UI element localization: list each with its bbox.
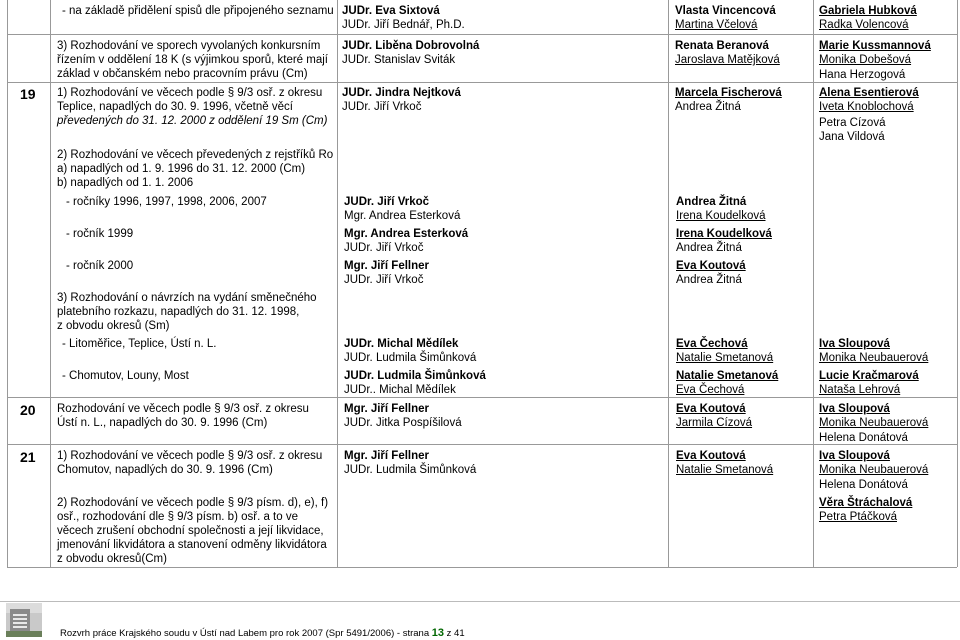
staff-name: Eva Koutová (676, 260, 746, 272)
judge-name: JUDr. Jiří Vrkoč (344, 274, 424, 286)
judge-name: JUDr. Jiří Vrkoč (344, 196, 430, 208)
judge-name: Mgr. Jiří Fellner (344, 403, 429, 415)
agenda-description: věcech zrušení obchodní společnosti a její likvidace, (57, 525, 324, 537)
district-item: - Chomutov, Louny, Most (62, 370, 189, 382)
footer-divider (0, 601, 960, 602)
staff-name: Eva Čechová (676, 384, 745, 396)
judge-name: JUDr. Jitka Pospíšilová (344, 417, 462, 429)
staff-name: Lucie Kračmarová (819, 370, 919, 382)
staff-name: Monika Neubauerová (819, 417, 929, 429)
judge-name: Mgr. Jiří Fellner (344, 450, 429, 462)
staff-name: Martina Včelová (675, 19, 758, 31)
column-divider (337, 0, 338, 567)
row-divider (7, 82, 957, 83)
staff-name: Natalie Smetanová (676, 370, 779, 382)
judge-name: JUDr. Liběna Dobrovolná (342, 40, 480, 52)
judge-name: JUDr. Ludmila Šimůnková (344, 370, 486, 382)
staff-name: Jaroslava Matějková (675, 54, 780, 66)
column-divider (813, 0, 814, 567)
judge-name: JUDr.. Michal Mědílek (344, 384, 456, 396)
judge-name: JUDr. Jiří Vrkoč (344, 242, 424, 254)
staff-name: Alena Esentierová (819, 87, 919, 99)
agenda-description: 2) Rozhodování ve věcech převedených z rejstříků Ro (57, 149, 334, 161)
staff-name: Iva Sloupová (819, 450, 890, 462)
year-item: - ročník 2000 (66, 260, 134, 272)
column-divider (668, 0, 669, 567)
staff-name: Eva Koutová (676, 450, 746, 462)
staff-name: Irena Koudelková (676, 210, 766, 222)
agenda-description: 2) Rozhodování ve věcech podle § 9/3 písm. d), e), f) (57, 497, 329, 509)
judge-name: Mgr. Andrea Esterková (344, 210, 461, 222)
agenda-description: platebního rozkazu, napadlých do 31. 12. 1998, (57, 306, 300, 318)
staff-name: Natalie Smetanová (676, 352, 774, 364)
department-number: 19 (20, 86, 36, 102)
district-item: - Litoměřice, Teplice, Ústí n. L. (62, 338, 217, 350)
staff-name: Petra Cízová (819, 117, 886, 129)
judge-name: JUDr. Stanislav Sviták (342, 54, 456, 66)
judge-name: JUDr. Jiří Bednář, Ph.D. (342, 19, 465, 31)
page-number: 13 (431, 627, 445, 639)
agenda-description: 3) Rozhodování ve sporech vyvolaných konkursním (57, 40, 321, 52)
agenda-description: Chomutov, napadlých do 30. 9. 1996 (Cm) (57, 464, 273, 476)
judge-name: JUDr. Ludmila Šimůnková (344, 464, 477, 476)
staff-name: Iva Sloupová (819, 403, 890, 415)
staff-name: Hana Herzogová (819, 69, 906, 81)
agenda-description: Rozhodování ve věcech podle § 9/3 osř. z okresu (57, 403, 309, 415)
staff-name: Marie Kussmannová (819, 40, 931, 52)
judge-name: JUDr. Michal Mědílek (344, 338, 459, 350)
staff-name: Renata Beranová (675, 40, 769, 52)
staff-name: Radka Volencová (819, 19, 909, 31)
page-total: z 41 (446, 628, 465, 639)
staff-name: Monika Neubauerová (819, 352, 929, 364)
agenda-description: jmenování likvidátora a stanovení odměny likvidátora (57, 539, 327, 551)
department-number: 21 (20, 449, 36, 465)
staff-name: Eva Koutová (676, 403, 746, 415)
staff-name: Andrea Žitná (675, 101, 741, 113)
agenda-description: z obvodu okresů(Cm) (57, 553, 167, 565)
column-divider (50, 0, 51, 567)
staff-name: Gabriela Hubková (819, 5, 917, 17)
staff-name: Jana Vildová (819, 131, 885, 143)
staff-name: Andrea Žitná (676, 274, 742, 286)
agenda-description: základ v občanském nebo pracovním právu (Cm) (57, 68, 308, 80)
assignment-text: - na základě přidělení spisů dle připojeného seznamu (62, 5, 334, 17)
judge-name: JUDr. Jiří Vrkoč (342, 101, 422, 113)
staff-name: Věra Štráchalová (819, 497, 913, 509)
table-border-right (957, 0, 958, 567)
table-border-left (7, 0, 8, 567)
staff-name: Jarmila Cízová (676, 417, 753, 429)
agenda-description: b) napadlých od 1. 1. 2006 (57, 177, 194, 189)
row-divider (7, 444, 957, 445)
agenda-description: osř., rozhodování dle § 9/3 písm. b) osř. a to ve (57, 511, 298, 523)
agenda-description: 1) Rozhodování ve věcech podle § 9/3 osř. z okresu (57, 87, 323, 99)
year-item: - ročník 1999 (66, 228, 134, 240)
staff-name: Iva Sloupová (819, 338, 890, 350)
staff-name: Irena Koudelková (676, 228, 772, 240)
staff-name: Eva Čechová (676, 338, 748, 350)
agenda-description: 3) Rozhodování o návrzích na vydání směnečného (57, 292, 317, 304)
staff-name: Natalie Smetanová (676, 464, 774, 476)
staff-name: Marcela Fischerová (675, 87, 782, 99)
court-building-logo (6, 603, 42, 637)
staff-name: Helena Donátová (819, 479, 908, 491)
row-divider (7, 34, 957, 35)
row-divider (7, 397, 957, 398)
judge-name: JUDr. Eva Sixtová (342, 5, 440, 17)
footer-text: Rozvrh práce Krajského soudu v Ústí nad Labem pro rok 2007 (Spr 5491/2006) - strana (60, 628, 430, 639)
staff-name: Petra Ptáčková (819, 511, 897, 523)
judge-name: Mgr. Andrea Esterková (344, 228, 469, 240)
agenda-description: řízením v oddělení 18 K (s výjimkou sporů, které mají (57, 54, 328, 66)
staff-name: Monika Neubauerová (819, 464, 929, 476)
agenda-description: převedených do 31. 12. 2000 z oddělení 19 Sm (Cm) (57, 115, 328, 127)
staff-name: Andrea Žitná (676, 242, 742, 254)
judge-name: JUDr. Ludmila Šimůnková (344, 352, 477, 364)
department-number: 20 (20, 402, 36, 418)
judge-name: Mgr. Jiří Fellner (344, 260, 429, 272)
staff-name: Andrea Žitná (676, 196, 747, 208)
year-item: - ročníky 1996, 1997, 1998, 2006, 2007 (66, 196, 267, 208)
table-border-bottom (7, 567, 957, 568)
staff-name: Nataša Lehrová (819, 384, 901, 396)
staff-name: Monika Dobešová (819, 54, 912, 66)
judge-name: JUDr. Jindra Nejtková (342, 87, 461, 99)
staff-name: Helena Donátová (819, 432, 908, 444)
agenda-description: z obvodu okresů (Sm) (57, 320, 170, 332)
page-footer (60, 627, 465, 639)
agenda-description: Teplice, napadlých do 30. 9. 1996, včetně věcí (57, 101, 293, 113)
agenda-description: Ústí n. L., napadlých do 30. 9. 1996 (Cm) (57, 417, 268, 429)
staff-name: Iveta Knoblochová (819, 101, 914, 113)
agenda-description: 1) Rozhodování ve věcech podle § 9/3 osř. z okresu (57, 450, 323, 462)
staff-name: Vlasta Vincencová (675, 5, 776, 17)
agenda-description: a) napadlých od 1. 9. 1996 do 31. 12. 2000 (Cm) (57, 163, 306, 175)
